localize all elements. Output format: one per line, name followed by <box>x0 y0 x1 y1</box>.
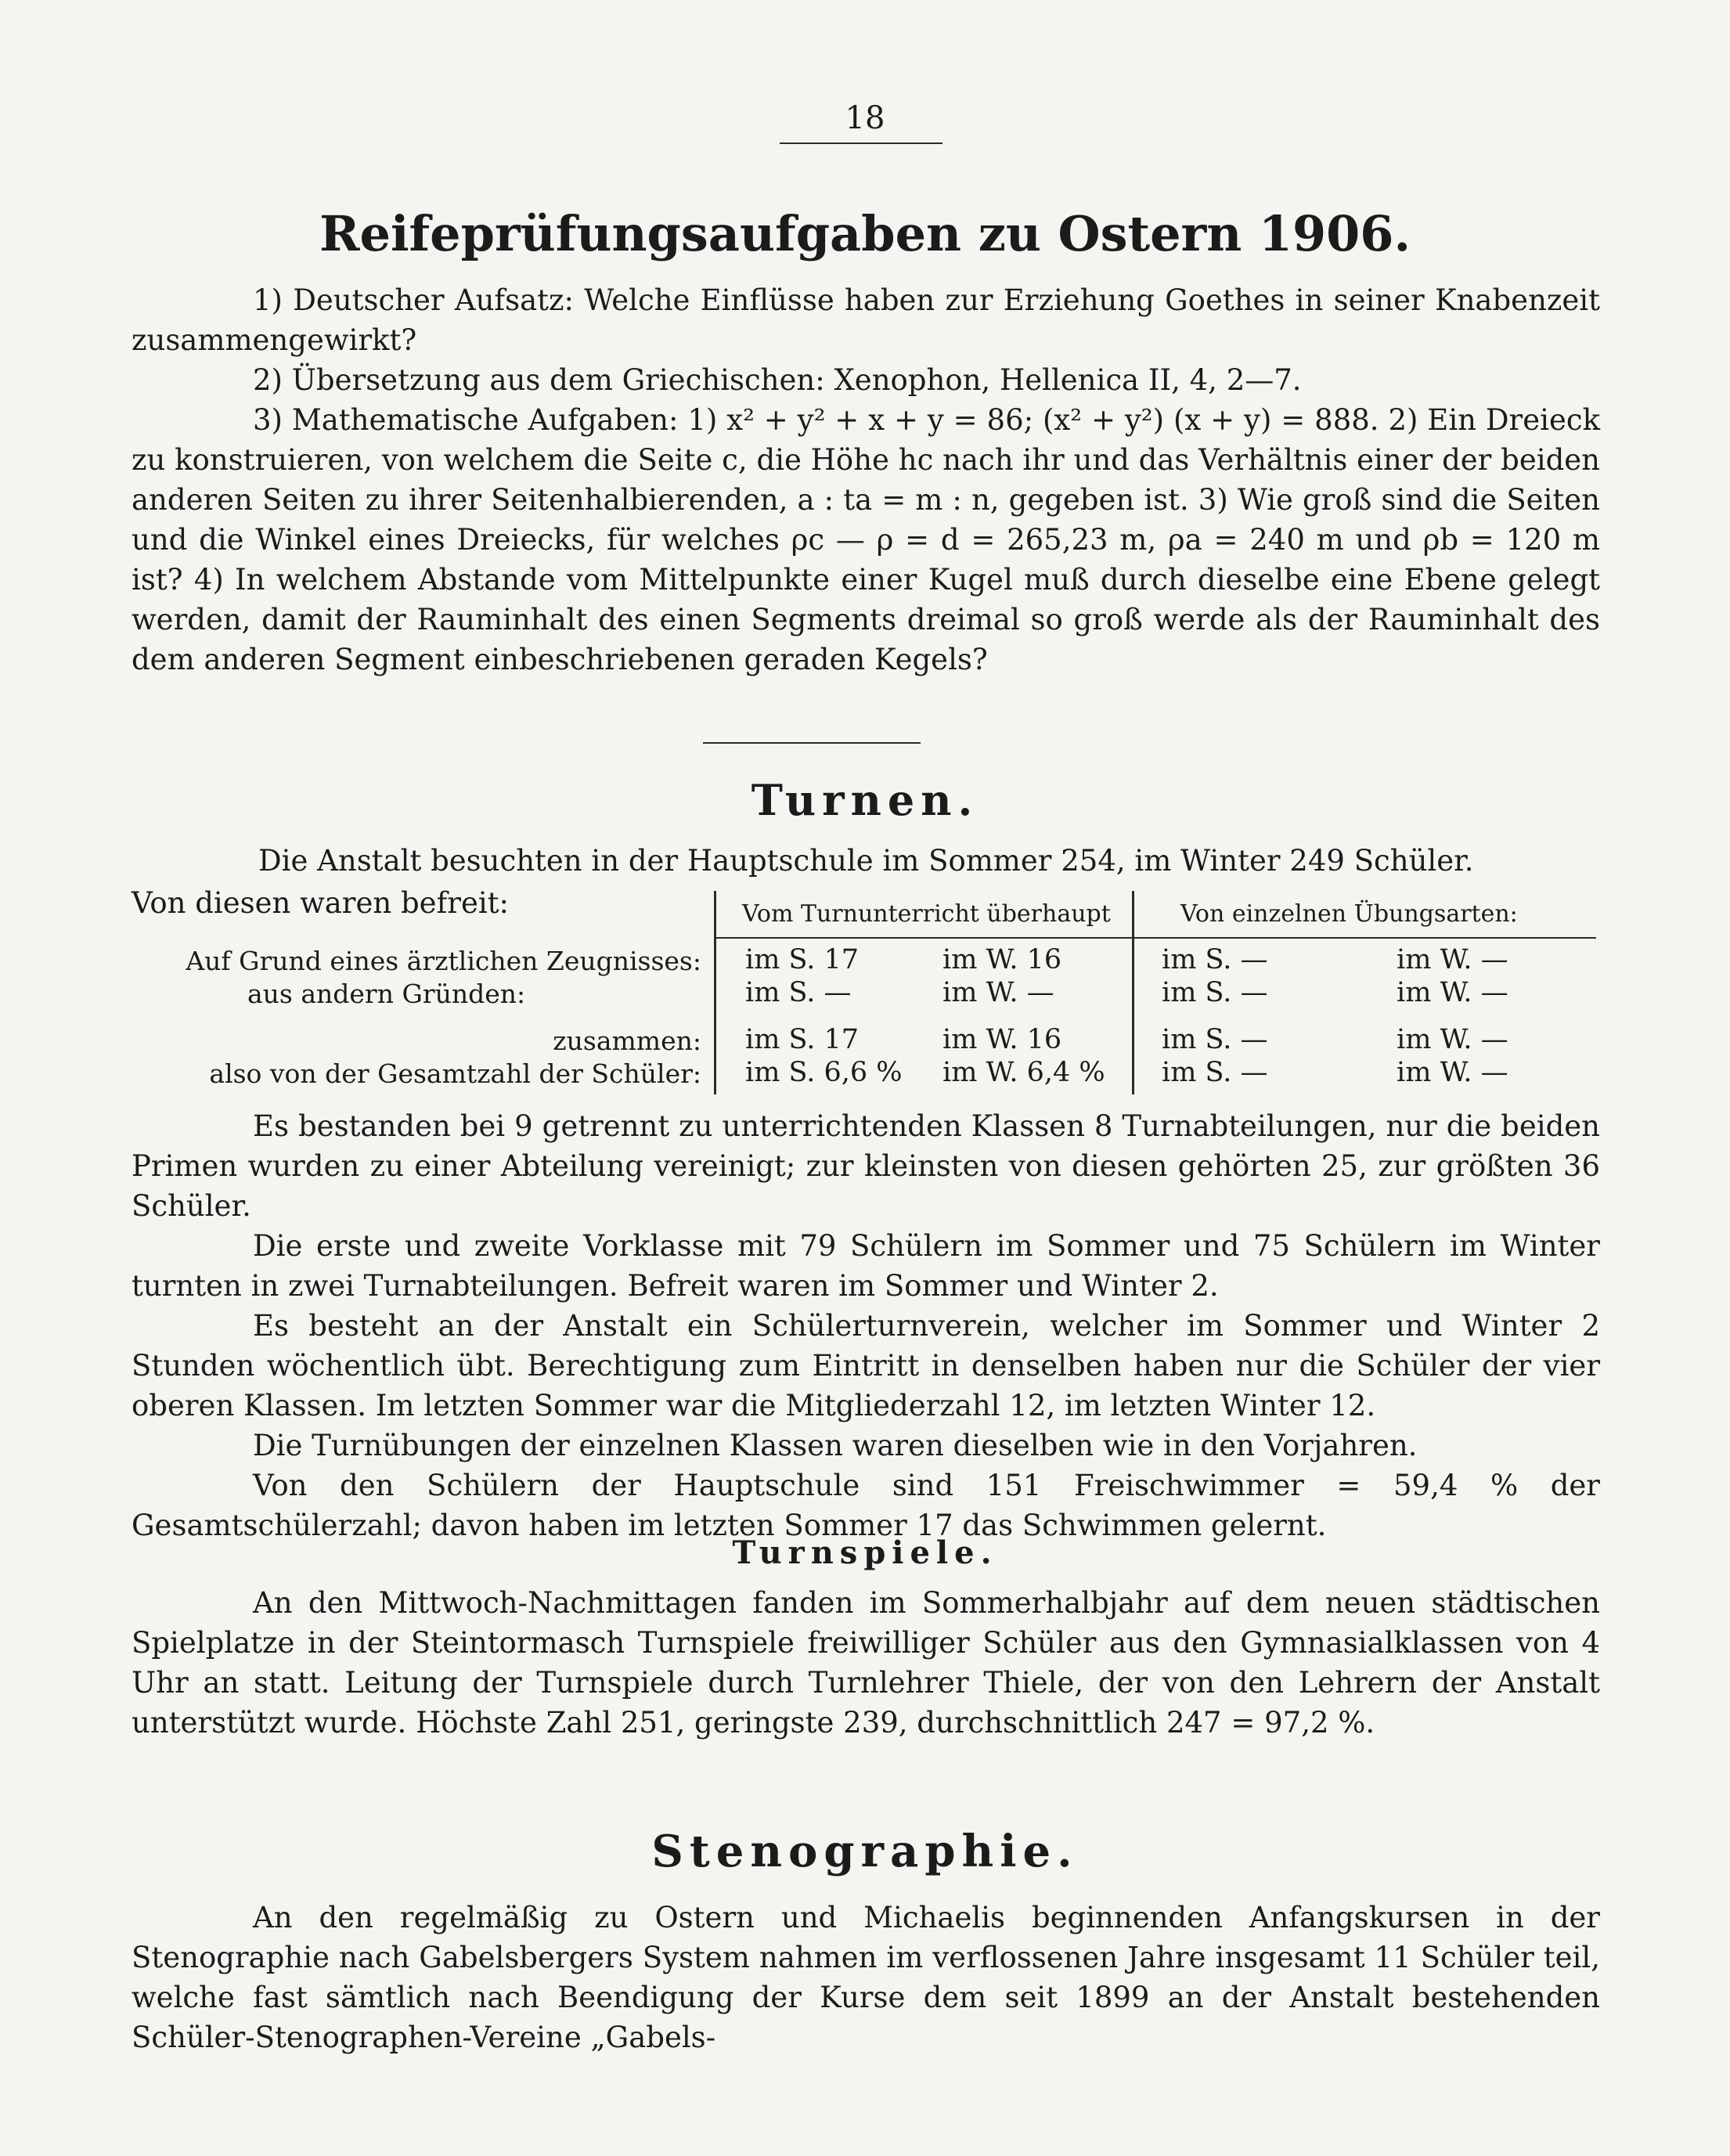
paragraph: An den Mittwoch-Nachmittagen fanden im Sommerhalbjahr auf dem neuen städtischen Spielplatze in der Steintormasch Turnspiele freiwilliger Schüler aus den Gymnasialklassen von 4 Uhr an statt. Leitung der Turnspiele durch Turnlehrer Thiele, der von den Lehrern der Anstalt unterstützt wurde. Höchste Zahl 251, geringste 239, durchschnittlich 247 = 97,2 %. <box>132 1586 1600 1740</box>
table-cell: im S. 17 <box>745 1024 860 1055</box>
paragraph: Es besteht an der Anstalt ein Schülerturnverein, welcher im Sommer und Winter 2 Stunden wöchentlich übt. Berechtigung zum Eintritt in denselben haben nur die Schüler der vier oberen Klassen. Im letzten Sommer war die Mitgliederzahl 12, im letzten Winter 12. <box>132 1309 1600 1422</box>
table-group-header: Vom Turnunterricht überhaupt <box>742 900 1111 928</box>
table-cell: im W. — <box>1397 977 1508 1008</box>
table-cell: im W. 16 <box>942 1024 1062 1055</box>
table-vertical-rule <box>714 891 716 1094</box>
table-cell: im W. 16 <box>942 944 1062 975</box>
row-label: aus andern Gründen: <box>247 979 526 1009</box>
table-cell: im W. 6,4 % <box>942 1057 1105 1088</box>
paragraph: 2) Übersetzung aus dem Griechischen: Xenophon, Hellenica II, 4, 2—7. <box>253 363 1302 397</box>
table-cell: im S. 6,6 % <box>745 1057 903 1088</box>
paragraph: 3) Mathematische Aufgaben: 1) x² + y² + x + y = 86; (x² + y²) (x + y) = 888. 2) Ein Dreieck zu konstruieren, von welchem die Seite c, die Höhe hc nach ihr und das Verhältnis einer der beiden anderen Seiten zu ihrer Seitenhalbierenden, a : ta = m : n, gegeben ist. 3) Wie groß sind die Seiten und die Winkel eines Dreiecks, für welches ρc — ρ = d = 265,23 m, ρa = 240 m und ρb = 120 m ist? 4) In welchem Abstande vom Mittelpunkte einer Kugel muß durch dieselbe eine Ebene gelegt werden, damit der Rauminhalt des einen Segments dreimal so groß werde als der Rauminhalt des dem anderen Segment einbeschriebenen geraden Kegels? <box>132 403 1600 676</box>
table-caption: Von diesen waren befreit: <box>132 886 510 920</box>
paragraph: Von den Schülern der Hauptschule sind 151 Freischwimmer = 59,4 % der Gesamtschülerzahl; davon haben im letzten Sommer 17 das Schwimmen gelernt. <box>132 1469 1600 1542</box>
table-cell: im W. — <box>942 977 1054 1008</box>
paragraph: Es bestanden bei 9 getrennt zu unterrichtenden Klassen 8 Turnabteilungen, nur die beiden Primen wurden zu einer Abteilung vereinigt; zur kleinsten von diesen gehörten 25, zur größten 36 Schüler. <box>132 1109 1600 1223</box>
table-cell: im S. — <box>1162 1024 1268 1055</box>
section-stenographie-body <box>132 1898 1600 2057</box>
section-turnen-body <box>132 1106 1600 1545</box>
turnen-intro: Die Anstalt besuchten in der Hauptschule im Sommer 254, im Winter 249 Schüler. <box>258 844 1474 878</box>
paragraph: Die Turnübungen der einzelnen Klassen waren dieselben wie in den Vorjahren. <box>253 1429 1418 1462</box>
table-cell: im S. 17 <box>745 944 860 975</box>
table-vertical-rule <box>1132 891 1134 1094</box>
table-group-header: Von einzelnen Übungsarten: <box>1180 900 1518 928</box>
table-cell: im W. — <box>1397 944 1508 975</box>
paragraph: An den regelmäßig zu Ostern und Michaelis beginnenden Anfangskursen in der Stenographie nach Gabelsbergers System nahmen im verflossenen Jahre insgesamt 11 Schüler teil, welche fast sämtlich nach Beendigung der Kurse dem seit 1899 an der Anstalt bestehenden Schüler-Stenographen-Vereine „Gabels- <box>132 1901 1600 2054</box>
table-cell: im S. — <box>1162 944 1268 975</box>
paragraph: 1) Deutscher Aufsatz: Welche Einflüsse haben zur Erziehung Goethes in seiner Knabenzeit zusammengewirkt? <box>132 283 1600 357</box>
section-title-turnspiele: Turnspiele. <box>732 1534 998 1571</box>
paragraph: Die erste und zweite Vorklasse mit 79 Schülern im Sommer und 75 Schülern im Winter turnten in zwei Turnabteilungen. Befreit waren im Sommer und Winter 2. <box>132 1229 1600 1303</box>
page-number: 18 <box>845 100 885 136</box>
table-cell: im W. — <box>1397 1024 1508 1055</box>
table-cell: im S. — <box>1162 1057 1268 1088</box>
row-label: zusammen: <box>553 1026 701 1056</box>
table-cell: im W. — <box>1397 1057 1508 1088</box>
table-cell: im S. — <box>745 977 852 1008</box>
section-turnspiele-body <box>132 1583 1600 1743</box>
table-header-rule <box>716 937 1596 939</box>
table-cell: im S. — <box>1162 977 1268 1008</box>
section-title-stenographie: Stenographie. <box>651 1826 1079 1877</box>
row-label: also von der Gesamtzahl der Schüler: <box>209 1058 701 1089</box>
section-title-turnen: Turnen. <box>751 775 979 825</box>
section-title-reifepruefung: Reifeprüfungsaufgaben zu Ostern 1906. <box>319 205 1411 262</box>
row-label: Auf Grund eines ärztlichen Zeugnisses: <box>186 946 701 976</box>
